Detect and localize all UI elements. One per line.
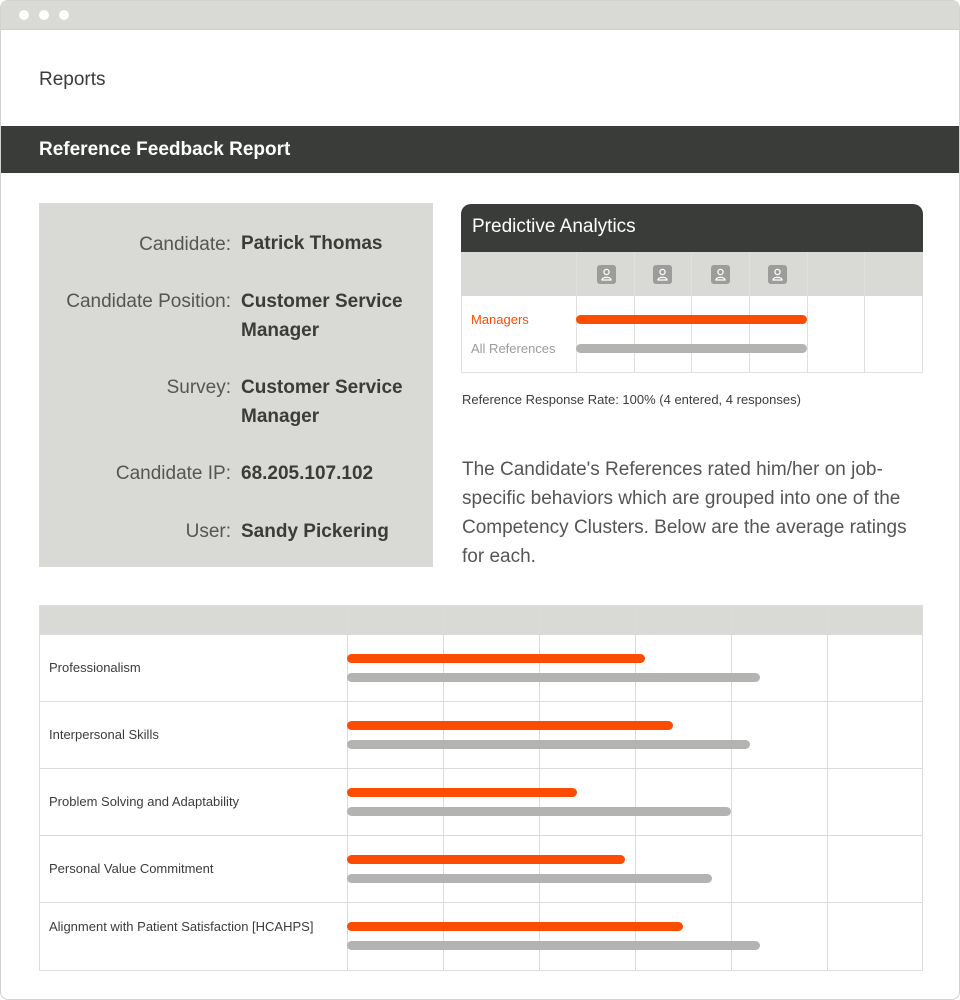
person-icon xyxy=(597,265,616,284)
grid-line xyxy=(827,606,828,970)
grid-line xyxy=(634,252,635,373)
report-banner xyxy=(1,126,959,173)
predictive-analytics-panel xyxy=(461,204,923,373)
candidate-ip-value: 68.205.107.102 xyxy=(241,463,374,484)
managers-bar xyxy=(347,654,645,663)
row-divider xyxy=(40,835,922,836)
person-icon xyxy=(711,265,730,284)
managers-bar xyxy=(347,855,625,864)
predictive-analytics-title: Predictive Analytics xyxy=(472,216,636,237)
candidate-position-value: Customer Service Manager xyxy=(241,291,403,341)
user-label: User: xyxy=(185,521,231,542)
cluster-label: Professionalism xyxy=(49,660,141,675)
window-control-dot[interactable] xyxy=(19,10,29,20)
table-header-row xyxy=(40,606,922,634)
window-titlebar xyxy=(1,1,959,30)
row-divider xyxy=(40,701,922,702)
cluster-label: Interpersonal Skills xyxy=(49,727,159,742)
predictive-analytics-header xyxy=(461,204,923,252)
candidate-ip-label: Candidate IP: xyxy=(115,463,231,484)
predictive-analytics-body xyxy=(461,296,923,373)
row-divider xyxy=(40,768,922,769)
all-references-bar xyxy=(347,673,760,682)
user-value: Sandy Pickering xyxy=(241,521,389,542)
candidate-position-label: Candidate Position: xyxy=(66,291,231,312)
cluster-label: Problem Solving and Adaptability xyxy=(49,794,240,809)
grid-line xyxy=(576,252,577,373)
description-text: The Candidate's References rated him/her on job-specific behaviors which are grouped into one of the Competency Clusters. Below are the average ratings for each. xyxy=(462,459,907,567)
all-references-legend-label: All References xyxy=(471,341,556,356)
cluster-label: Personal Value Commitment xyxy=(49,861,214,876)
person-icon xyxy=(653,265,672,284)
survey-value: Customer Service Manager xyxy=(241,377,403,427)
all-references-bar xyxy=(347,807,731,816)
window-control-dot[interactable] xyxy=(59,10,69,20)
grid-line xyxy=(731,606,732,970)
managers-bar xyxy=(347,922,683,931)
candidate-label: Candidate: xyxy=(139,234,231,255)
grid-line xyxy=(691,252,692,373)
grid-line xyxy=(807,252,808,373)
survey-label: Survey: xyxy=(166,377,231,398)
all-references-bar xyxy=(347,740,750,749)
response-rate-text: Reference Response Rate: 100% (4 entered, 4 responses) xyxy=(462,392,801,407)
all-references-bar xyxy=(347,941,760,950)
managers-legend-label: Managers xyxy=(471,312,529,327)
grid-line xyxy=(864,252,865,373)
row-divider xyxy=(40,634,922,635)
candidate-info-panel xyxy=(39,203,433,567)
managers-bar xyxy=(347,721,673,730)
cluster-label: Alignment with Patient Satisfaction [HCAHPS] xyxy=(49,918,314,934)
window-control-dot[interactable] xyxy=(39,10,49,20)
report-title: Reference Feedback Report xyxy=(39,139,291,160)
page-title: Reports xyxy=(39,69,106,90)
grid-line xyxy=(749,252,750,373)
all-references-bar xyxy=(576,344,807,353)
competency-clusters-table xyxy=(39,605,923,971)
all-references-bar xyxy=(347,874,712,883)
predictive-analytics-scale-row xyxy=(461,252,923,296)
managers-bar xyxy=(347,788,577,797)
row-divider xyxy=(40,902,922,903)
candidate-value: Patrick Thomas xyxy=(241,233,383,254)
managers-bar xyxy=(576,315,807,324)
person-icon xyxy=(768,265,787,284)
